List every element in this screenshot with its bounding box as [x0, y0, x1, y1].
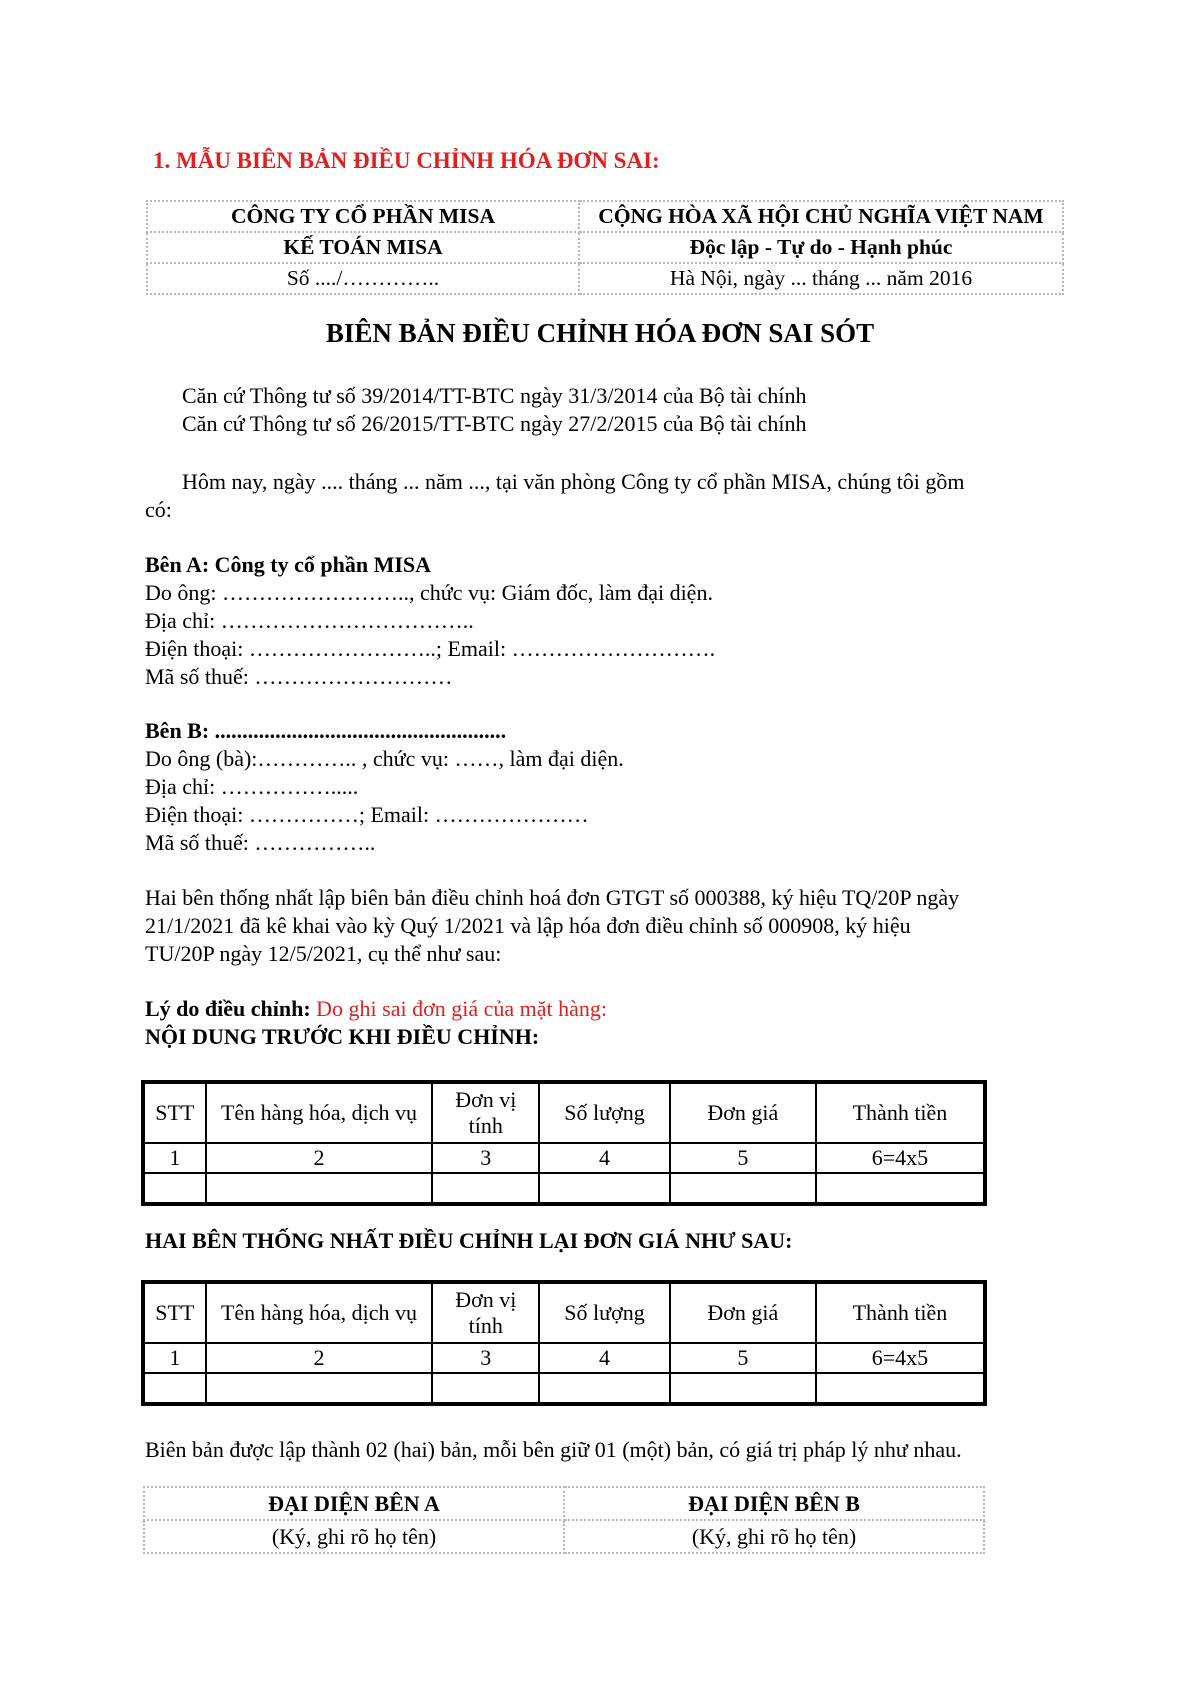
col-amount: Thành tiền [816, 1082, 985, 1143]
company-name: CÔNG TY CỔ PHẦN MISA [147, 201, 579, 232]
company-dept: KẾ TOÁN MISA [147, 232, 579, 263]
after-heading: HAI BÊN THỐNG NHẤT ĐIỀU CHỈNH LẠI ĐƠN GIÁ NHƯ SAU: [145, 1228, 793, 1253]
reason-line [145, 996, 607, 1022]
table-cell: 3 [432, 1343, 539, 1373]
signature-a-note: (Ký, ghi rõ họ tên) [144, 1520, 564, 1553]
col-qty: Số lượng [539, 1282, 670, 1343]
after-table [141, 1280, 987, 1406]
table-row [143, 1343, 985, 1373]
table-row [143, 1373, 985, 1404]
table-cell: 1 [143, 1143, 206, 1173]
agreement-line-2: 21/1/2021 đã kê khai vào kỳ Quý 1/2021 và lập hóa đơn điều chỉnh số 000908, ký hiệu [145, 913, 911, 938]
party-b-phone: Điện thoại: ……………; Email: ………………… [145, 802, 589, 827]
table-cell [539, 1173, 670, 1204]
table-cell [432, 1173, 539, 1204]
table-cell [670, 1173, 816, 1204]
col-unit [432, 1082, 539, 1143]
col-price: Đơn giá [670, 1282, 816, 1343]
table-row [143, 1143, 985, 1173]
reason-label: Lý do điều chỉnh: [145, 996, 311, 1021]
col-qty: Số lượng [539, 1082, 670, 1143]
header-table [146, 200, 1064, 295]
table-cell: 5 [670, 1143, 816, 1173]
table-cell: 4 [539, 1143, 670, 1173]
reason-value: Do ghi sai đơn giá của mặt hàng: [316, 996, 608, 1021]
party-b-address: Địa chỉ: ……………..... [145, 774, 359, 799]
basis-line-2: Căn cứ Thông tư số 26/2015/TT-BTC ngày 27/2/2015 của Bộ tài chính [182, 411, 807, 436]
table-cell [143, 1173, 206, 1204]
before-heading: NỘI DUNG TRƯỚC KHI ĐIỀU CHỈNH: [145, 1024, 540, 1049]
col-stt: STT [143, 1282, 206, 1343]
table-row [143, 1173, 985, 1204]
col-unit-line1: Đơn vị [455, 1087, 517, 1112]
doc-number: Số ..../………….. [147, 263, 579, 294]
table-cell: 6=4x5 [816, 1143, 985, 1173]
closing-statement: Biên bản được lập thành 02 (hai) bản, mỗi bên giữ 01 (một) bản, có giá trị pháp lý như nhau. [145, 1437, 962, 1462]
signature-b-note: (Ký, ghi rõ họ tên) [564, 1520, 984, 1553]
intro-line-2: có: [145, 497, 172, 522]
table-cell [206, 1173, 433, 1204]
col-item: Tên hàng hóa, dịch vụ [206, 1282, 433, 1343]
table-cell [670, 1373, 816, 1404]
intro-line-1: Hôm nay, ngày .... tháng ... năm ..., tại văn phòng Công ty cổ phần MISA, chúng tôi gồm [182, 469, 965, 494]
table-cell [143, 1373, 206, 1404]
agreement-line-3: TU/20P ngày 12/5/2021, cụ thể như sau: [145, 941, 502, 966]
basis-line-1: Căn cứ Thông tư số 39/2014/TT-BTC ngày 31/3/2014 của Bộ tài chính [182, 383, 807, 408]
before-table [141, 1080, 987, 1206]
table-cell [432, 1373, 539, 1404]
col-unit [432, 1282, 539, 1343]
place-date: Hà Nội, ngày ... tháng ... năm 2016 [579, 263, 1063, 294]
party-b-rep: Do ông (bà):………….. , chức vụ: ……, làm đại diện. [145, 746, 624, 771]
table-cell [539, 1373, 670, 1404]
signature-table [143, 1486, 985, 1554]
agreement-line-1: Hai bên thống nhất lập biên bản điều chỉnh hoá đơn GTGT số 000388, ký hiệu TQ/20P ngày [145, 885, 960, 910]
col-unit-line2: tính [468, 1313, 503, 1338]
nation-title: CỘNG HÒA XÃ HỘI CHỦ NGHĨA VIỆT NAM [579, 201, 1063, 232]
col-amount: Thành tiền [816, 1282, 985, 1343]
party-a-tax: Mã số thuế: ……………………… [145, 664, 453, 689]
col-item: Tên hàng hóa, dịch vụ [206, 1082, 433, 1143]
party-a-address: Địa chỉ: …………………………….. [145, 608, 474, 633]
col-stt: STT [143, 1082, 206, 1143]
document-title: BIÊN BẢN ĐIỀU CHỈNH HÓA ĐƠN SAI SÓT [325, 318, 875, 348]
party-a-heading: Bên A: Công ty cổ phần MISA [145, 552, 432, 577]
table-cell [206, 1373, 433, 1404]
table-cell: 2 [206, 1343, 433, 1373]
signature-a-title: ĐẠI DIỆN BÊN A [144, 1487, 564, 1520]
section-heading: 1. MẪU BIÊN BẢN ĐIỀU CHỈNH HÓA ĐƠN SAI: [153, 148, 660, 173]
col-unit-line2: tính [468, 1113, 503, 1138]
table-cell: 3 [432, 1143, 539, 1173]
table-cell: 4 [539, 1343, 670, 1373]
table-cell [816, 1173, 985, 1204]
signature-b-title: ĐẠI DIỆN BÊN B [564, 1487, 984, 1520]
motto: Độc lập - Tự do - Hạnh phúc [579, 232, 1063, 263]
table-cell: 5 [670, 1343, 816, 1373]
party-b-heading: Bên B: ..................................................... [145, 718, 507, 743]
col-unit-line1: Đơn vị [455, 1287, 517, 1312]
col-price: Đơn giá [670, 1082, 816, 1143]
table-cell: 6=4x5 [816, 1343, 985, 1373]
table-cell: 2 [206, 1143, 433, 1173]
party-b-tax: Mã số thuế: …………….. [145, 830, 376, 855]
table-cell: 1 [143, 1343, 206, 1373]
table-cell [816, 1373, 985, 1404]
party-a-phone: Điện thoại: ……………………..; Email: ………………………. [145, 636, 716, 661]
party-a-rep: Do ông: …………………….., chức vụ: Giám đốc, làm đại diện. [145, 580, 713, 605]
